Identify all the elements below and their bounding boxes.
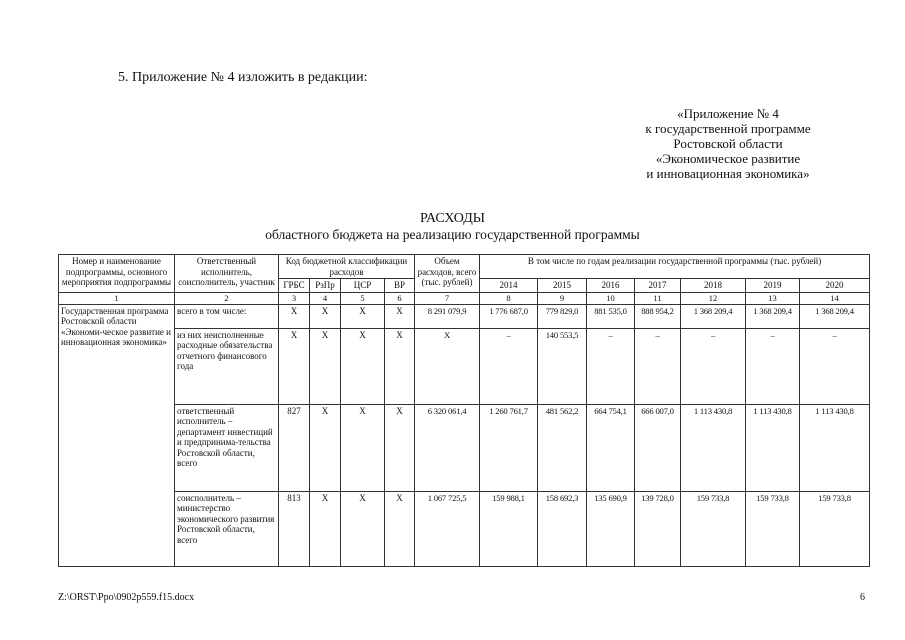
document-title xyxy=(0,211,905,243)
year-value-cell: 158 692,3 xyxy=(538,491,587,566)
grbs-cell: 827 xyxy=(279,404,310,491)
rzpr-cell: Х xyxy=(310,304,341,328)
year-value-cell: 139 728,0 xyxy=(635,491,681,566)
csr-cell: Х xyxy=(341,328,385,404)
column-number: 6 xyxy=(385,292,415,304)
column-number-row xyxy=(59,292,870,304)
column-number: 8 xyxy=(480,292,538,304)
header-vr: ВР xyxy=(385,279,415,293)
total-cell: 8 291 079,9 xyxy=(415,304,480,328)
grbs-cell: Х xyxy=(279,304,310,328)
column-number: 9 xyxy=(538,292,587,304)
annex-line: Ростовской области xyxy=(673,136,783,151)
table-row xyxy=(59,328,870,404)
executor-cell: ответственный исполнитель – департамент инвестиций и предпринима-тельства Ростовской области, всего xyxy=(175,404,279,491)
rzpr-cell: Х xyxy=(310,404,341,491)
year-value-cell: – xyxy=(746,328,800,404)
header-grbs: ГРБС xyxy=(279,279,310,293)
year-value-cell: 888 954,2 xyxy=(635,304,681,328)
footer-page-number: 6 xyxy=(860,592,865,603)
executor-cell: соисполнитель – министерство экономического развития Ростовской области, всего xyxy=(175,491,279,566)
year-value-cell: 1 368 209,4 xyxy=(800,304,870,328)
column-number: 12 xyxy=(681,292,746,304)
year-value-cell: – xyxy=(681,328,746,404)
vr-cell: Х xyxy=(385,328,415,404)
csr-cell: Х xyxy=(341,404,385,491)
column-number: 2 xyxy=(175,292,279,304)
title-main: РАСХОДЫ xyxy=(420,211,485,226)
annex-line: «Экономическое развитие xyxy=(655,151,801,166)
header-year: 2015 xyxy=(538,279,587,293)
header-row xyxy=(59,255,870,279)
header-year: 2020 xyxy=(800,279,870,293)
table-row xyxy=(59,304,870,328)
header-rzpr: РзПр xyxy=(310,279,341,293)
vr-cell: Х xyxy=(385,404,415,491)
footer-file-path: Z:\ORST\Ppo\0902p559.f15.docx xyxy=(58,592,195,603)
total-cell: Х xyxy=(415,328,480,404)
header-by-years: В том числе по годам реализации государственной программы (тыс. рублей) xyxy=(480,255,870,279)
table-row xyxy=(59,491,870,566)
column-number: 11 xyxy=(635,292,681,304)
program-name-cell: Государственная программа Ростовской области «Экономи-ческое развитие и инновационная экономика» xyxy=(59,304,175,566)
column-number: 7 xyxy=(415,292,480,304)
annex-line: к государственной программе xyxy=(645,121,811,136)
column-number: 3 xyxy=(279,292,310,304)
year-value-cell: – xyxy=(587,328,635,404)
header-volume: Объем расходов, всего (тыс. рублей) xyxy=(415,255,480,293)
year-value-cell: 159 733,8 xyxy=(681,491,746,566)
year-value-cell: 159 733,8 xyxy=(800,491,870,566)
table-row xyxy=(59,404,870,491)
intro-paragraph: 5. Приложение № 4 изложить в редакции: xyxy=(118,70,368,85)
header-name: Номер и наименование подпрограммы, основного мероприятия подпрограммы xyxy=(59,255,175,293)
year-value-cell: 666 007,0 xyxy=(635,404,681,491)
csr-cell: Х xyxy=(341,491,385,566)
header-executor: Ответственный исполнитель, соисполнитель, участник xyxy=(175,255,279,293)
year-value-cell: 1 260 761,7 xyxy=(480,404,538,491)
grbs-cell: Х xyxy=(279,328,310,404)
year-value-cell: 159 733,8 xyxy=(746,491,800,566)
executor-cell: всего в том числе: xyxy=(175,304,279,328)
column-number: 10 xyxy=(587,292,635,304)
year-value-cell: – xyxy=(480,328,538,404)
column-number: 1 xyxy=(59,292,175,304)
year-value-cell: 1 113 430,8 xyxy=(681,404,746,491)
column-number: 13 xyxy=(746,292,800,304)
year-value-cell: 481 562,2 xyxy=(538,404,587,491)
annex-line: «Приложение № 4 xyxy=(677,106,779,121)
year-value-cell: 779 829,0 xyxy=(538,304,587,328)
title-sub: областного бюджета на реализацию государственной программы xyxy=(265,227,640,242)
column-number: 14 xyxy=(800,292,870,304)
header-year: 2019 xyxy=(746,279,800,293)
year-value-cell: 1 368 209,4 xyxy=(746,304,800,328)
header-year: 2018 xyxy=(681,279,746,293)
annex-header xyxy=(608,106,848,181)
year-value-cell: 664 754,1 xyxy=(587,404,635,491)
expenses-table xyxy=(58,254,870,567)
header-year: 2014 xyxy=(480,279,538,293)
rzpr-cell: Х xyxy=(310,491,341,566)
year-value-cell: 140 553,5 xyxy=(538,328,587,404)
rzpr-cell: Х xyxy=(310,328,341,404)
total-cell: 1 067 725,5 xyxy=(415,491,480,566)
header-csr: ЦСР xyxy=(341,279,385,293)
year-value-cell: 881 535,0 xyxy=(587,304,635,328)
column-number: 4 xyxy=(310,292,341,304)
vr-cell: Х xyxy=(385,304,415,328)
vr-cell: Х xyxy=(385,491,415,566)
header-budget-code: Код бюджетной классификации расходов xyxy=(279,255,415,279)
header-year: 2016 xyxy=(587,279,635,293)
year-value-cell: – xyxy=(635,328,681,404)
year-value-cell: 1 113 430,8 xyxy=(746,404,800,491)
year-value-cell: 1 113 430,8 xyxy=(800,404,870,491)
year-value-cell: – xyxy=(800,328,870,404)
year-value-cell: 1 368 209,4 xyxy=(681,304,746,328)
grbs-cell: 813 xyxy=(279,491,310,566)
total-cell: 6 320 061,4 xyxy=(415,404,480,491)
column-number: 5 xyxy=(341,292,385,304)
annex-line: и инновационная экономика» xyxy=(646,166,810,181)
year-value-cell: 159 988,1 xyxy=(480,491,538,566)
header-year: 2017 xyxy=(635,279,681,293)
year-value-cell: 135 690,9 xyxy=(587,491,635,566)
executor-cell: из них неисполненные расходные обязательства отчетного финансового года xyxy=(175,328,279,404)
year-value-cell: 1 776 687,0 xyxy=(480,304,538,328)
csr-cell: Х xyxy=(341,304,385,328)
